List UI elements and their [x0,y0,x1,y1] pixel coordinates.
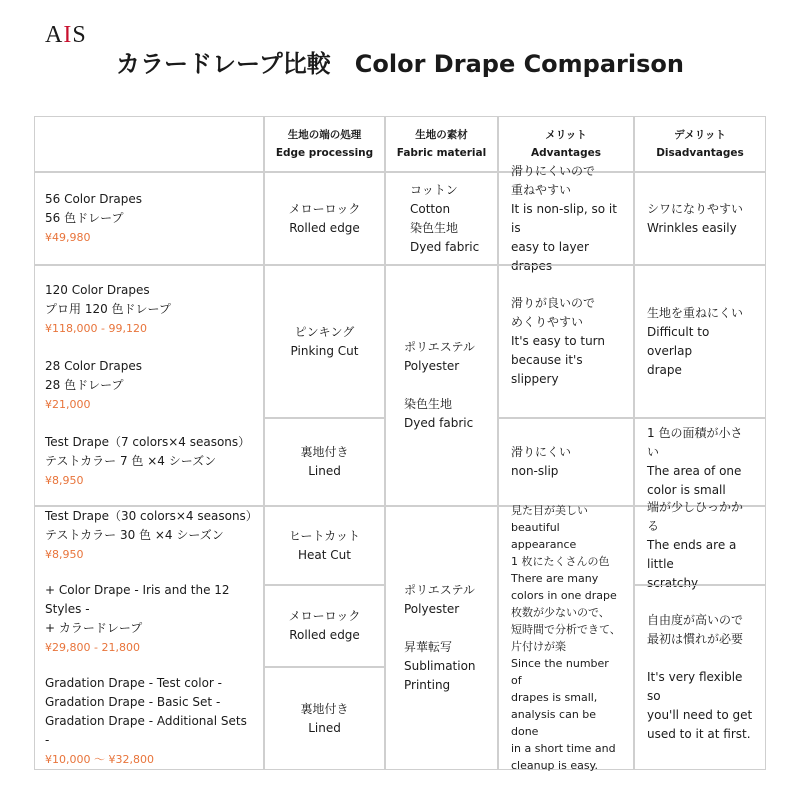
page-title: カラードレープ比較 Color Drape Comparison [116,50,684,78]
product-cell [34,265,264,506]
product-name-jp: 28 色ドレープ [45,378,124,392]
disadvantage-text: The ends are a little [647,538,737,571]
material-text: Dyed fabric [410,239,480,254]
edge-cell [264,585,385,667]
disadvantage-cell [634,265,766,418]
disadvantage-text: 端が少しひっかかる [647,500,744,533]
edge-en: Lined [308,720,341,735]
product-cell [34,172,264,265]
edge-en: Rolled edge [289,628,360,642]
product-name-en: 56 Color Drapes [45,192,143,206]
advantage-text: because it's slippery [511,353,583,386]
edge-en: Pinking Cut [290,343,359,358]
header-en: Fabric material [396,147,487,159]
edge-en: Rolled edge [289,220,360,235]
edge-en: Heat Cut [298,547,351,562]
material-text: ポリエステル [404,340,475,354]
header-en: Advantages [530,147,602,159]
product-name-jp: プロ用 120 色ドレープ [45,302,171,316]
edge-cell [264,418,385,506]
disadvantage-cell [634,418,766,506]
product-name-en: Gradation Drape - Additional Sets - [45,714,247,747]
material-text: Sublimation [404,659,476,673]
disadvantage-text: The area of one [647,464,742,478]
advantage-text: There are many [511,572,599,585]
header-jp: デメリット [674,129,726,141]
product-price: ¥8,950 [45,474,84,487]
product-name-jp: テストカラー 7 色 ×4 シーズン [45,454,217,468]
product-price: ¥21,000 [45,398,91,411]
advantage-text: 滑りにくいので [511,163,596,178]
header-disadvantages [634,116,766,172]
logo-letter: S [72,22,87,48]
product-name-en: Gradation Drape - Basic Set - [45,695,221,709]
edge-jp: 裏地付き [300,701,349,716]
header-en: Edge processing [275,147,374,159]
advantage-text: analysis can be done [511,708,597,738]
edge-jp: ヒートカット [288,528,361,543]
edge-jp: ピンキング [294,324,355,339]
edge-jp: メローロック [288,201,361,216]
advantage-text: Since the number of [511,657,609,687]
advantage-text: easy to layer drapes [511,239,589,273]
disadvantage-text: scratchy [647,576,699,590]
product-name-en: 28 Color Drapes [45,359,143,373]
header-material [385,116,498,172]
advantage-text: 短時間で分析できて、 [511,623,621,636]
logo-letter: A [45,22,64,48]
disadvantage-text: 1 色の面積が小さい [647,426,743,459]
header-jp: メリット [545,129,587,141]
material-text: Dyed fabric [404,416,474,430]
material-text: コットン [410,182,458,197]
material-text: ポリエステル [404,583,475,597]
advantage-text: 1 枚にたくさんの色 [511,555,610,568]
product-name-en: Test Drape（30 colors×4 seasons） [45,509,258,523]
disadvantage-text: you'll need to get [647,708,753,722]
advantage-text: 片付けが楽 [511,640,566,653]
header-jp: 生地の素材 [415,129,468,141]
advantage-text: It's easy to turn [511,334,606,348]
disadvantage-cell [634,585,766,770]
edge-en: Lined [308,464,341,478]
advantage-text: It is non-slip, so it is [511,201,617,235]
header-edge [264,116,385,172]
disadvantage-text: It's very flexible so [647,670,743,703]
advantage-text: 滑りにくい [511,445,572,459]
disadvantage-text: 最初は慣れが必要 [647,632,744,646]
product-cell [34,506,264,770]
product-name-en: + Color Drape - Iris and the 12 Styles - [45,583,230,616]
header-en: Disadvantages [656,147,744,159]
advantage-text: beautiful appearance [511,521,577,551]
disadvantage-text: used to it at first. [647,727,751,741]
product-name-en: Gradation Drape - Test color - [45,676,222,690]
advantage-text: めくりやすい [511,315,584,329]
edge-cell [264,172,385,265]
material-text: 染色生地 [410,220,459,235]
disadvantage-text: Difficult to overlap [647,324,710,358]
advantage-cell [498,265,634,418]
edge-cell [264,506,385,585]
advantage-text: drapes is small, [511,691,598,704]
material-text: Polyester [404,359,460,373]
disadvantage-text: color is small [647,483,726,497]
advantage-text: non-slip [511,464,559,478]
disadvantage-text: Wrinkles easily [647,220,737,235]
product-price: ¥49,980 [45,231,91,244]
advantage-text: 見た目が美しい [511,504,588,517]
edge-jp: 裏地付き [300,445,349,459]
advantage-text: 枚数が少ないので、 [511,606,610,619]
advantage-text: cleanup is easy. [511,759,598,772]
product-name-en: 120 Color Drapes [45,283,150,297]
edge-jp: メローロック [288,609,361,623]
material-text: Printing [404,678,451,692]
product-price: ¥10,000 〜 ¥32,800 [45,753,154,766]
material-text: 染色生地 [404,397,453,411]
advantage-text: 重ねやすい [511,182,572,197]
logo-letter: I [63,22,73,48]
disadvantage-text: drape [647,362,682,377]
disadvantage-text: 自由度が高いので [647,613,744,627]
material-text: Polyester [404,602,460,616]
product-name-jp: テストカラー 30 色 ×4 シーズン [45,528,224,542]
material-cell [385,265,498,506]
product-price: ¥29,800 - 21,800 [45,641,140,654]
advantage-cell [498,418,634,506]
product-name-jp: + カラードレープ [45,621,143,635]
disadvantage-text: 生地を重ねにくい [647,305,744,320]
material-text: 昇華転写 [404,640,453,654]
disadvantage-cell [634,172,766,265]
product-name-jp: 56 色ドレープ [45,211,124,225]
material-text: Cotton [410,201,451,216]
disadvantage-text: シワになりやすい [647,201,744,216]
advantage-cell [498,163,634,273]
product-price: ¥118,000 - 99,120 [45,322,147,335]
advantage-text: 滑りが良いので [511,296,596,310]
material-cell [385,506,498,770]
advantage-text: colors in one drape [511,589,617,602]
advantage-text: in a short time and [511,742,616,755]
product-name-en: Test Drape（7 colors×4 seasons） [45,435,251,449]
edge-cell [264,265,385,418]
product-price: ¥8,950 [45,548,84,561]
header-jp: 生地の端の処理 [287,129,362,141]
disadvantage-cell [634,500,766,590]
advantage-cell [498,506,634,770]
edge-cell [264,667,385,770]
material-cell [385,172,498,265]
header-empty [34,116,264,172]
